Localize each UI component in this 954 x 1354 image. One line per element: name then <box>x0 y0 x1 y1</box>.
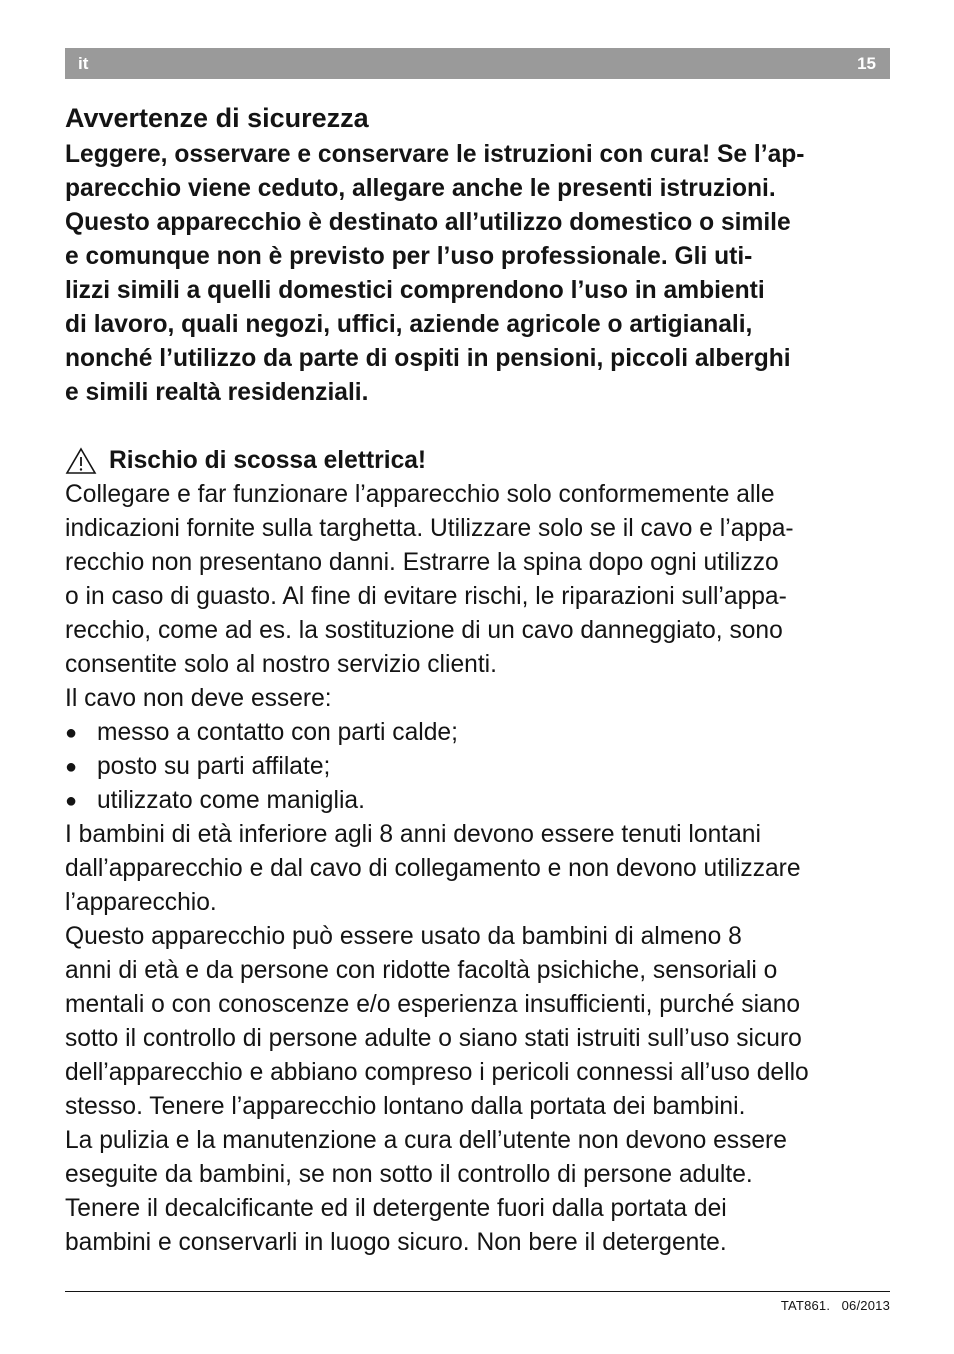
header-bar <box>65 48 890 79</box>
page-number: 15 <box>857 54 876 73</box>
intro-paragraph: Leggere, osservare e conservare le istruzioni con cura! Se l’ap- parecchio viene ceduto, allegare anche le presenti istruzioni. Questo apparecchio è destinato all’utilizzo domestico o simile e comunque non è previsto per l’uso professionale. Gli uti- lizzi simili a quelli domestici comprendono l’uso in ambienti di lavoro, quali negozi, uffici, aziende agricole o artigianali, nonché l’utilizzo da parte di ospiti in pensioni, piccoli alberghi e simili realtà residenziali. <box>65 141 805 406</box>
warning-heading <box>65 444 895 478</box>
descaler-paragraph: Tenere il decalcificante ed il detergente fuori dalla portata dei bambini e conservarli in luogo sicuro. Non bere il detergente. <box>65 1195 727 1256</box>
usage-paragraph: Questo apparecchio può essere usato da bambini di almeno 8 anni di età e da persone con ridotte facoltà psichiche, sensoriali o mentali o con conoscenze e/o esperienza insufficienti, purché siano sotto il controllo di persone adulte o siano stati istruiti sull’uso sicuro dell’apparecchio e abbiano compreso i pericoli connessi all’uso dello stesso. Tenere l’apparecchio lontano dalla portata dei bambini. <box>65 923 809 1120</box>
cable-intro: Il cavo non deve essere: <box>65 685 332 712</box>
footer-model-date: TAT861. 06/2013 <box>780 1298 890 1313</box>
section-title: Avvertenze di sicurezza <box>65 103 369 133</box>
cable-bullet-list <box>65 716 895 818</box>
spacer <box>65 410 895 444</box>
language-code: it <box>78 54 89 73</box>
warning-heading-text: Rischio di scossa elettrica! <box>109 447 427 474</box>
list-item <box>65 750 895 784</box>
bullet-icon: ● <box>65 722 78 744</box>
bullet-icon: ● <box>65 790 78 812</box>
warning-triangle-icon <box>65 447 97 475</box>
main-content <box>65 98 895 1260</box>
bullet-icon: ● <box>65 756 78 778</box>
list-item-text: messo a contatto con parti calde; <box>97 719 458 746</box>
footer-divider <box>65 1291 890 1292</box>
list-item <box>65 716 895 750</box>
list-item <box>65 784 895 818</box>
electrical-paragraph: Collegare e far funzionare l’apparecchio solo conformemente alle indicazioni fornite sulla targhetta. Utilizzare solo se il cavo e l’appa- recchio non presentano danni. Estrarre la spina dopo ogni utilizzo o in caso di guasto. Al fine di evitare rischi, le riparazioni sull’appa- recchio, come ad es. la sostituzione di un cavo danneggiato, sono consentite solo al nostro servizio clienti. <box>65 481 794 678</box>
list-item-text: posto su parti affilate; <box>97 753 331 780</box>
children-paragraph: I bambini di età inferiore agli 8 anni devono essere tenuti lontani dall’apparecchio e dal cavo di collegamento e non devono utilizzare l’apparecchio. <box>65 821 801 916</box>
list-item-text: utilizzato come maniglia. <box>97 787 365 814</box>
cleaning-paragraph: La pulizia e la manutenzione a cura dell’utente non devono essere eseguite da bambini, se non sotto il controllo di persone adulte. <box>65 1127 787 1188</box>
